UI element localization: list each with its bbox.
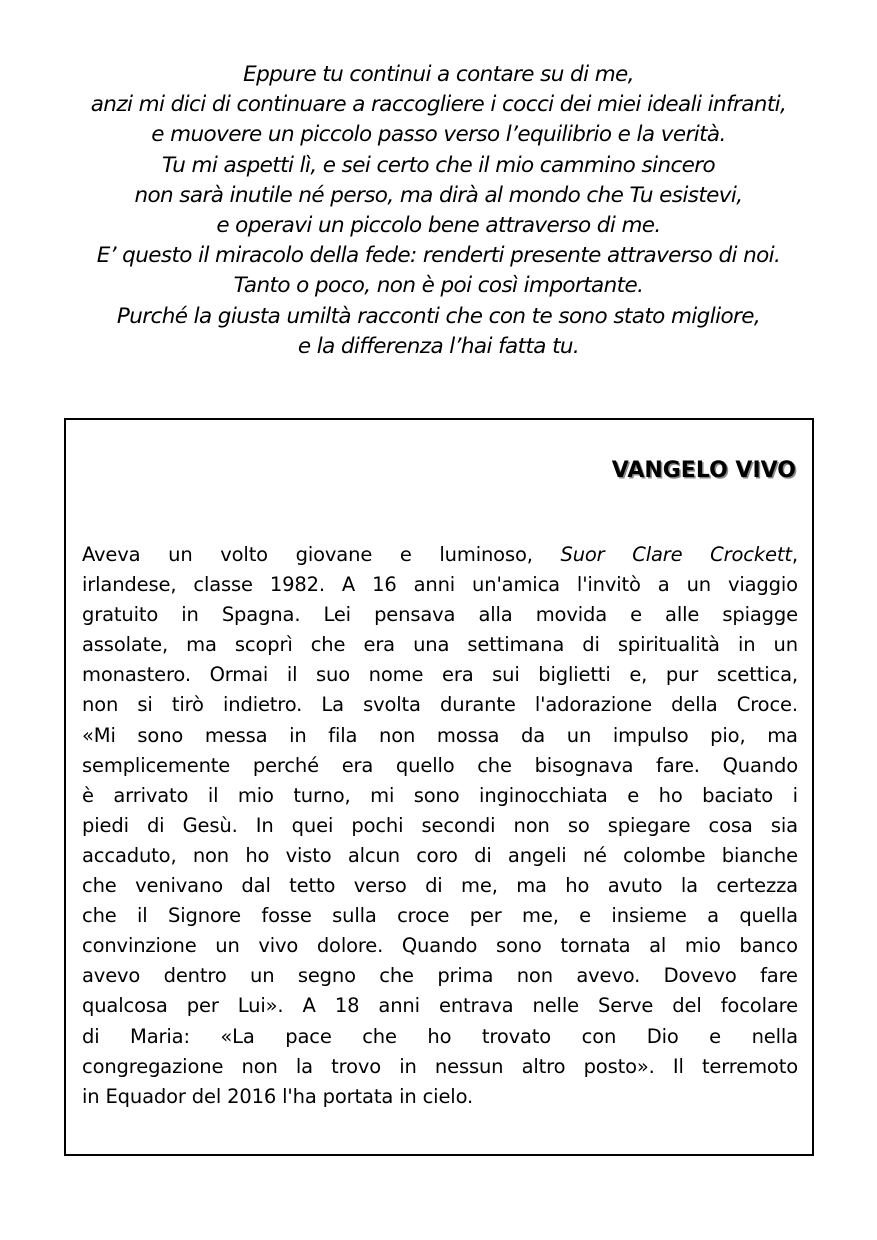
word: Serve	[598, 994, 654, 1018]
word: sono	[413, 783, 460, 807]
word: classe	[193, 573, 253, 597]
word: ma	[186, 633, 217, 657]
word: del	[191, 1084, 222, 1108]
word: al	[649, 934, 667, 958]
word: posto».	[583, 1054, 655, 1078]
word: Quando	[722, 753, 798, 777]
word: non	[241, 1054, 278, 1078]
word: fosse	[261, 904, 312, 928]
word: alle	[665, 603, 700, 627]
paragraph-line	[82, 600, 798, 630]
word: turno,	[293, 783, 351, 807]
word: avuto	[607, 874, 663, 898]
box-body-text	[82, 540, 798, 1112]
word: che	[362, 1024, 397, 1048]
word: dentro	[163, 964, 227, 988]
word: indietro.	[222, 693, 303, 717]
word: vivo	[258, 934, 299, 958]
word: scoprì	[234, 633, 293, 657]
paragraph-line	[82, 781, 798, 811]
paragraph-line	[82, 660, 798, 690]
word: di	[474, 843, 492, 867]
word: anni	[413, 573, 456, 597]
poem-line: anzi mi dici di continuare a raccogliere i cocci dei miei ideali infranti,	[90, 92, 787, 118]
word: luminoso,	[439, 543, 533, 566]
word: quei	[291, 813, 334, 837]
word: Dio	[646, 1024, 679, 1048]
word: coro	[416, 843, 458, 867]
poem-line: e muovere un piccolo passo verso l’equilibrio e la verità.	[151, 122, 726, 148]
word: che	[82, 904, 117, 928]
word: me,	[522, 904, 559, 928]
word: impulso	[612, 723, 689, 747]
word: alcun	[347, 843, 400, 867]
word: per	[186, 994, 219, 1018]
word: in	[399, 1054, 417, 1078]
word: un	[215, 934, 240, 958]
word: Equador	[105, 1084, 186, 1108]
word: durante	[440, 693, 516, 717]
word: A	[341, 573, 356, 597]
word: Croce.	[736, 693, 798, 717]
word: pace	[285, 1024, 332, 1048]
word: certezza	[716, 874, 798, 898]
word: del	[672, 994, 702, 1018]
poem-line: Eppure tu continui a contare su di me,	[243, 62, 634, 87]
word: entrava	[439, 994, 514, 1018]
word: in	[289, 723, 307, 747]
word: era	[363, 633, 395, 657]
paragraph-line	[82, 1022, 798, 1052]
word: baciato	[702, 783, 774, 807]
word: spiagge	[722, 603, 798, 627]
word: era	[341, 753, 374, 777]
word: arrivato	[113, 783, 189, 807]
word: prima	[437, 964, 494, 988]
word: con	[581, 1024, 617, 1048]
word: sia	[770, 813, 798, 837]
word: mio	[237, 783, 274, 807]
word: e	[709, 1024, 722, 1048]
word: «La	[220, 1024, 255, 1048]
word: spiegare	[607, 813, 691, 837]
word: croce	[397, 904, 450, 928]
word: volto	[220, 543, 268, 566]
word: il	[137, 904, 148, 928]
word: da	[521, 723, 546, 747]
word: verso	[353, 874, 407, 898]
poem-line: e la differenza l’hai fatta tu.	[297, 333, 580, 359]
word: un	[686, 573, 711, 597]
word: tornata	[560, 934, 631, 958]
word: in	[399, 1084, 417, 1108]
word: è	[82, 783, 94, 807]
word: In	[255, 813, 274, 837]
word: e	[579, 904, 592, 928]
word: sulla	[332, 904, 377, 928]
word: Maria:	[130, 1024, 190, 1048]
poem-line: e operavi un piccolo bene attraverso di me.	[216, 213, 661, 239]
word: ho	[658, 783, 683, 807]
paragraph-line	[82, 841, 798, 871]
word: di	[582, 633, 600, 657]
word: perché	[252, 753, 319, 777]
word: secondi	[421, 813, 496, 837]
word: alla	[478, 603, 513, 627]
word: gratuito	[82, 603, 159, 627]
word: insieme	[611, 904, 687, 928]
word: piedi	[82, 813, 129, 837]
word: Lei	[323, 603, 351, 627]
word: non	[513, 813, 550, 837]
poem-line: Tanto o poco, non è poi così importante.	[233, 273, 644, 299]
box-title: VANGELO VIVO	[611, 458, 796, 483]
paragraph-line	[82, 1082, 798, 1112]
word: avevo	[82, 964, 141, 988]
word: quello	[395, 753, 455, 777]
word: in	[82, 1084, 100, 1108]
word: sono	[495, 934, 542, 958]
word: accaduto,	[82, 843, 177, 867]
word: tetto	[289, 874, 336, 898]
word: messa	[204, 723, 268, 747]
word: cielo.	[422, 1084, 474, 1108]
word: di	[82, 1024, 100, 1048]
word: pensava	[374, 603, 456, 627]
word: la	[295, 1054, 313, 1078]
word: della	[671, 693, 718, 717]
word: sono	[137, 723, 184, 747]
word: nella	[751, 1024, 798, 1048]
word: Signore	[167, 904, 241, 928]
word: portata	[322, 1084, 394, 1108]
paragraph-line	[82, 871, 798, 901]
word: pur	[665, 663, 699, 687]
word: bianche	[721, 843, 798, 867]
word: un	[168, 543, 193, 566]
paragraph-line	[82, 751, 798, 781]
word: né	[582, 843, 607, 867]
poem-line: non sarà inutile né perso, ma dirà al mondo che Tu esistevi,	[134, 182, 743, 208]
word: che	[82, 874, 117, 898]
word: a	[707, 904, 719, 928]
word: 2016	[227, 1084, 277, 1108]
word: Quando	[401, 934, 478, 958]
word: anni	[378, 994, 420, 1018]
word: biglietti	[538, 663, 611, 687]
word: congregazione	[82, 1054, 224, 1078]
word: segno	[297, 964, 356, 988]
word: cosa	[708, 813, 753, 837]
word: era	[442, 663, 474, 687]
word: nessun	[434, 1054, 504, 1078]
word: la	[680, 874, 698, 898]
word: 18	[334, 994, 360, 1018]
word: un	[773, 633, 798, 657]
paragraph-line	[82, 901, 798, 931]
paragraph-line	[82, 540, 798, 570]
word: i	[792, 783, 798, 807]
word: giovane	[295, 543, 373, 566]
paragraph-line	[82, 1052, 798, 1082]
word: pio,	[710, 723, 746, 747]
word: A	[302, 994, 316, 1018]
word: e	[399, 543, 412, 566]
word: altro	[521, 1054, 566, 1078]
word: Dovevo	[663, 964, 737, 988]
word: settimana	[467, 633, 565, 657]
word: Clare	[632, 543, 683, 566]
word: mossa	[436, 723, 500, 747]
word: me,	[461, 874, 498, 898]
word: visto	[285, 843, 332, 867]
poem-block	[40, 60, 837, 362]
word: non	[379, 723, 416, 747]
word: irlandese,	[82, 573, 177, 597]
word: l'adorazione	[534, 693, 652, 717]
word: non	[192, 843, 230, 867]
word: in	[737, 633, 756, 657]
word: e	[630, 603, 642, 627]
vangelo-vivo-box	[64, 418, 814, 1156]
paragraph-line	[82, 991, 798, 1021]
word: sui	[492, 663, 520, 687]
word: mio	[684, 934, 721, 958]
word: fare.	[656, 753, 700, 777]
word: una	[413, 633, 450, 657]
word: fila	[328, 723, 358, 747]
word: movida	[535, 603, 607, 627]
word: quella	[739, 904, 798, 928]
word: bisognava	[534, 753, 634, 777]
word: ho	[565, 874, 590, 898]
word: trovo	[331, 1054, 382, 1078]
word: in	[181, 603, 199, 627]
word: spiritualità	[617, 633, 720, 657]
word: trovato	[481, 1024, 552, 1048]
word: suo	[316, 663, 351, 687]
word: di	[425, 874, 443, 898]
word: Spagna.	[221, 603, 301, 627]
word: Aveva	[82, 543, 141, 566]
word: di	[146, 813, 165, 837]
word: 16	[372, 573, 397, 597]
word: assolate,	[82, 633, 169, 657]
word: ho	[245, 843, 270, 867]
word: dal	[241, 874, 271, 898]
word: un	[250, 964, 275, 988]
word: angeli	[507, 843, 567, 867]
word: convinzione	[82, 934, 197, 958]
word: semplicemente	[82, 753, 231, 777]
word: fare	[760, 964, 798, 988]
word: non	[82, 693, 119, 717]
word: Crockett,	[710, 543, 798, 566]
poem-line: Purché la giusta umiltà racconti che con te sono stato migliore,	[116, 303, 761, 329]
word: Suor	[560, 543, 605, 566]
word: per	[469, 904, 502, 928]
word: che	[310, 633, 346, 657]
paragraph-line	[82, 630, 798, 660]
word: Ormai	[209, 663, 269, 687]
word: un'amica	[472, 573, 560, 597]
word: 1982.	[269, 573, 325, 597]
poem-line: E’ questo il miracolo della fede: renderti presente attraverso di noi.	[96, 243, 781, 269]
word: si	[137, 693, 153, 717]
word: ho	[427, 1024, 452, 1048]
word: dolore.	[316, 934, 384, 958]
word: so	[567, 813, 590, 837]
word: che	[379, 964, 414, 988]
word: ma	[516, 874, 547, 898]
word: inginocchiata	[479, 783, 608, 807]
word: e,	[629, 663, 648, 687]
word: venivano	[135, 874, 223, 898]
word: Gesù.	[182, 813, 238, 837]
word: pochi	[351, 813, 404, 837]
paragraph-line	[82, 690, 798, 720]
word: nelle	[532, 994, 579, 1018]
word: l'invitò	[576, 573, 641, 597]
paragraph-line	[82, 570, 798, 600]
word: banco	[739, 934, 798, 958]
paragraph-line	[82, 961, 798, 991]
word: La	[321, 693, 344, 717]
word: nome	[368, 663, 424, 687]
word: mi	[370, 783, 395, 807]
word: scettica,	[716, 663, 798, 687]
word: colombe	[623, 843, 706, 867]
word: il	[286, 663, 298, 687]
word: il	[207, 783, 219, 807]
word: qualcosa	[82, 994, 168, 1018]
word: l'ha	[282, 1084, 317, 1108]
word: ma	[767, 723, 798, 747]
word: non	[516, 964, 553, 988]
word: a	[657, 573, 670, 597]
word: «Mi	[82, 723, 116, 747]
word: Il	[672, 1054, 684, 1078]
word: Lui».	[237, 994, 284, 1018]
word: viaggio	[727, 573, 798, 597]
paragraph-line	[82, 721, 798, 751]
word: tirò	[171, 693, 204, 717]
word: focolare	[720, 994, 798, 1018]
word: e	[627, 783, 640, 807]
paragraph-line	[82, 811, 798, 841]
word: monastero.	[82, 663, 191, 687]
word: svolta	[363, 693, 421, 717]
poem-line: Tu mi aspetti lì, e sei certo che il mio cammino sincero	[161, 152, 716, 178]
word: un	[566, 723, 592, 747]
word: terremoto	[701, 1054, 798, 1078]
word: avevo.	[576, 964, 641, 988]
word: che	[477, 753, 512, 777]
paragraph-line	[82, 931, 798, 961]
